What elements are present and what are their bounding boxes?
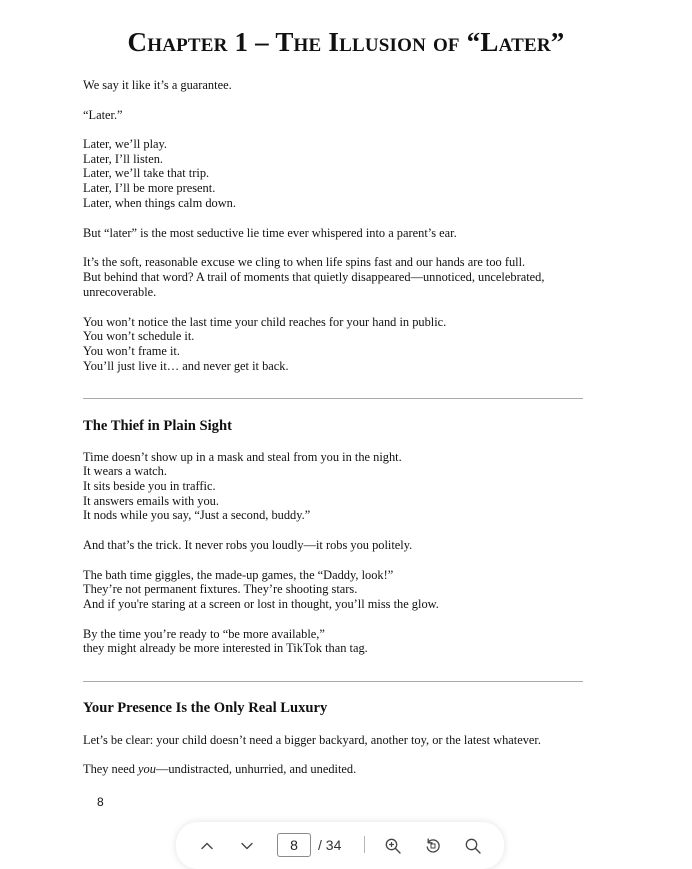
paragraph-line: By the time you’re ready to “be more available,” — [83, 627, 325, 641]
paragraph-line: But behind that word? A trail of moments that quietly disappeared—unnoticed, uncelebrated, — [83, 270, 545, 284]
page-number: 8 — [97, 795, 104, 809]
rotate-icon — [424, 837, 442, 855]
paragraph-line: unrecoverable. — [83, 285, 157, 299]
section-divider — [83, 681, 583, 682]
paragraph-line: They’re not permanent fixtures. They’re shooting stars. — [83, 582, 358, 596]
paragraph-line: they might already be more interested in TikTok than tag. — [83, 641, 368, 655]
previous-page-button[interactable] — [195, 834, 219, 858]
text-run: —undistracted, unhurried, and unedited. — [155, 762, 357, 776]
toolbar-divider — [364, 836, 365, 853]
page-number-input[interactable] — [277, 833, 311, 857]
paragraph-line: Let’s be clear: your child doesn’t need a bigger backyard, another toy, or the latest whatever. — [83, 733, 541, 747]
zoom-in-icon — [384, 837, 402, 855]
paragraph-line: It nods while you say, “Just a second, buddy.” — [83, 508, 311, 522]
paragraph-line: Later, I’ll listen. — [83, 152, 164, 166]
paragraph-line: The bath time giggles, the made-up games, the “Daddy, look!” — [83, 568, 394, 582]
chapter-title: Chapter 1 – The Illusion of “Later” — [127, 27, 565, 57]
paragraph-line: We say it like it’s a guarantee. — [83, 78, 232, 92]
paragraph-line: It sits beside you in traffic. — [83, 479, 216, 493]
paragraph-line: But “later” is the most seductive lie time ever whispered into a parent’s ear. — [83, 226, 457, 240]
paragraph-line: It’s the soft, reasonable excuse we cling to when life spins fast and our hands are too full. — [83, 255, 526, 269]
rotate-button[interactable] — [421, 834, 445, 858]
section-heading: The Thief in Plain Sight — [83, 418, 232, 434]
search-icon — [464, 837, 482, 855]
paragraph-line: You’ll just live it… and never get it back. — [83, 359, 289, 373]
section-divider — [83, 398, 583, 399]
paragraph-line: It wears a watch. — [83, 464, 167, 478]
emphasis-text: you — [138, 762, 156, 776]
pdf-navigation-toolbar — [176, 822, 504, 869]
chevron-down-icon — [239, 838, 255, 854]
next-page-button[interactable] — [235, 834, 259, 858]
paragraph-line: Later, I’ll be more present. — [83, 181, 216, 195]
paragraph-line: Later, we’ll play. — [83, 137, 168, 151]
search-button[interactable] — [461, 834, 485, 858]
total-pages: / 34 — [318, 837, 342, 853]
paragraph-line — [83, 762, 356, 777]
text-run: They need — [83, 762, 139, 776]
paragraph-line: Later, when things calm down. — [83, 196, 236, 210]
paragraph-line: You won’t notice the last time your child reaches for your hand in public. — [83, 315, 447, 329]
paragraph-line: “Later.” — [83, 108, 123, 122]
paragraph-line: Time doesn’t show up in a mask and steal from you in the night. — [83, 450, 402, 464]
paragraph-line: Later, we’ll take that trip. — [83, 166, 210, 180]
paragraph-line: It answers emails with you. — [83, 494, 219, 508]
paragraph-line: You won’t frame it. — [83, 344, 180, 358]
section-heading: Your Presence Is the Only Real Luxury — [83, 700, 328, 716]
zoom-in-button[interactable] — [381, 834, 405, 858]
paragraph-line: And if you're staring at a screen or lost in thought, you’ll miss the glow. — [83, 597, 439, 611]
paragraph-line: And that’s the trick. It never robs you loudly—it robs you politely. — [83, 538, 413, 552]
chevron-up-icon — [199, 838, 215, 854]
paragraph-line: You won’t schedule it. — [83, 329, 195, 343]
